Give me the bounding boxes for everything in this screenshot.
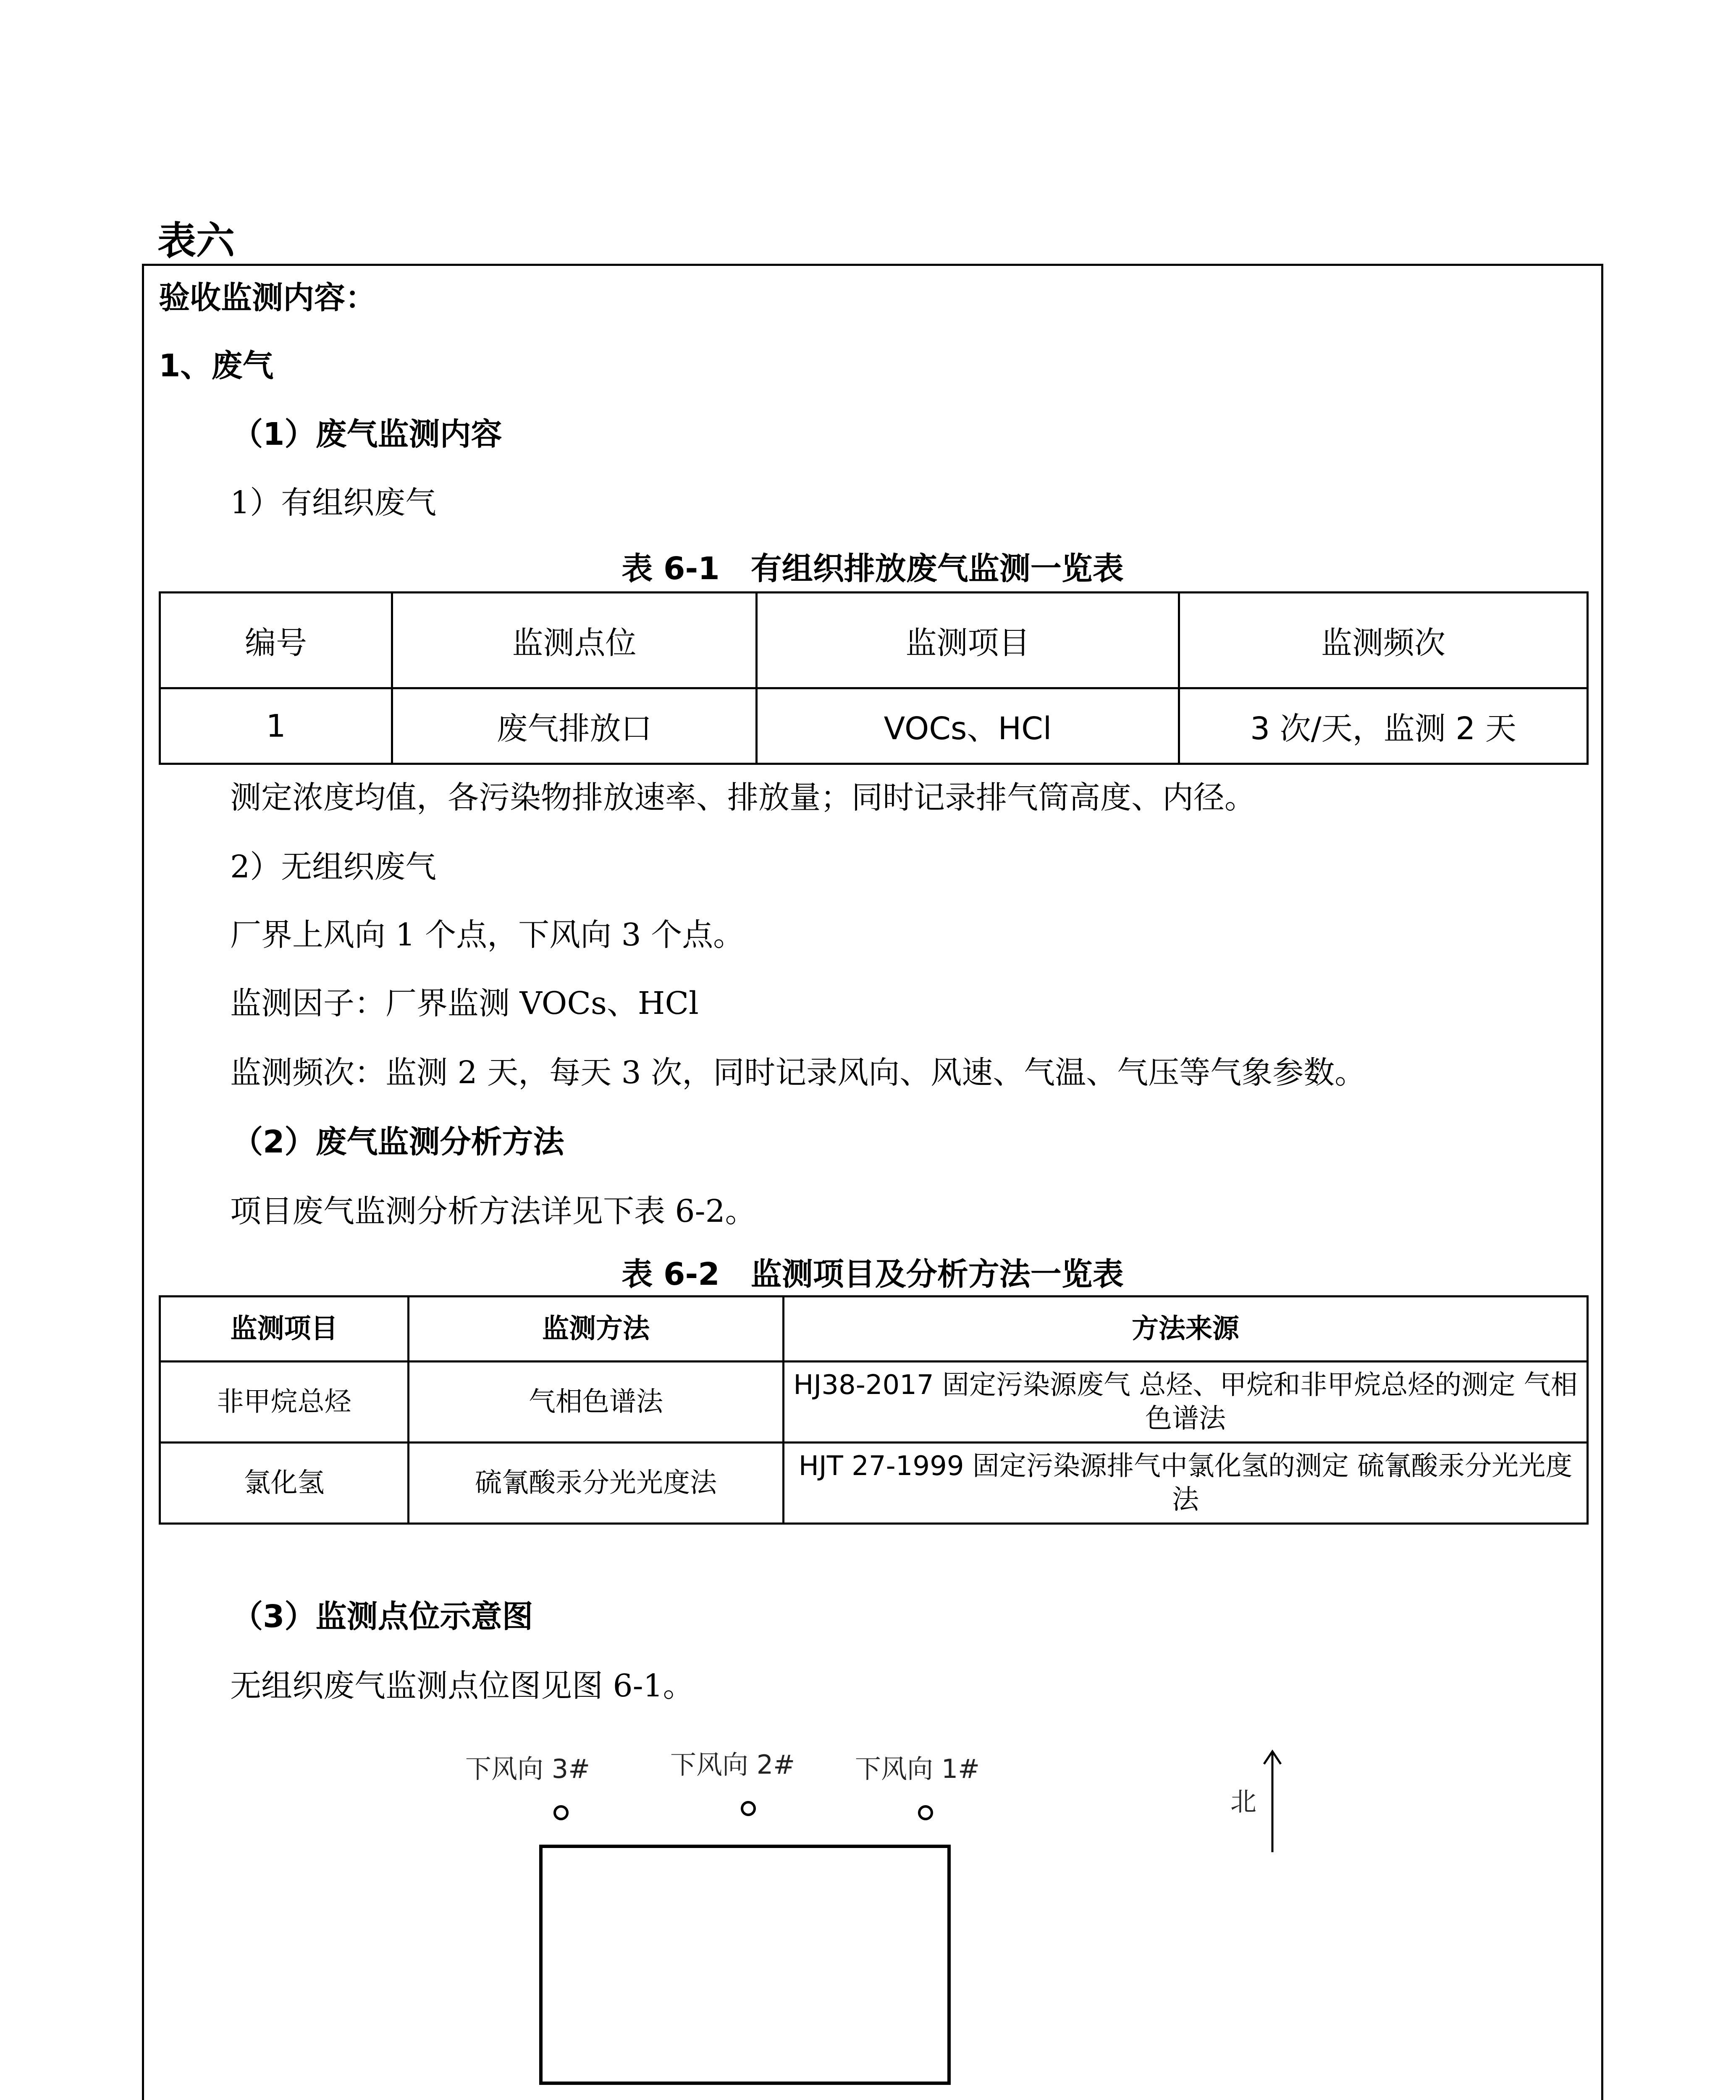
text-factors: 监测因子：厂界监测 VOCs、HCl <box>230 985 699 1021</box>
text-frequency: 监测频次：监测 2 天，每天 3 次，同时记录风向、风速、气温、气压等气象参数。 <box>230 1055 1366 1091</box>
label-north: 北 <box>1230 1786 1257 1817</box>
text-figure-ref: 无组织废气监测点位图见图 6-1。 <box>230 1668 694 1704</box>
table-row <box>160 1362 1588 1443</box>
subheading-organized-gas: 1）有组织废气 <box>230 485 437 521</box>
table-cell: 硫氰酸汞分光光度法 <box>409 1443 784 1524</box>
text-points: 厂界上风向 1 个点，下风向 3 个点。 <box>230 917 745 953</box>
subheading-monitoring-content: （1）废气监测内容 <box>232 416 502 452</box>
table1-caption: 表 6-1 有组织排放废气监测一览表 <box>621 551 1124 587</box>
table-header-cell: 监测频次 <box>1179 593 1588 688</box>
page-title: 表六 <box>157 218 235 263</box>
label-downwind-2: 下风向 2# <box>670 1749 795 1780</box>
table-header-cell: 监测项目 <box>160 1297 409 1362</box>
table-row <box>160 688 1588 764</box>
table-header-cell: 方法来源 <box>784 1297 1588 1362</box>
note-measurement: 测定浓度均值，各污染物排放速率、排放量；同时记录排气筒高度、内径。 <box>230 780 1256 816</box>
table-cell: 非甲烷总烃 <box>160 1362 409 1443</box>
table-cell: 气相色谱法 <box>409 1362 784 1443</box>
north-arrow-icon <box>1256 1747 1289 1856</box>
table-row <box>160 1443 1588 1524</box>
table-cell: HJT 27-1999 固定污染源排气中氯化氢的测定 硫氰酸汞分光光度法 <box>784 1443 1588 1524</box>
downwind-point-3-marker <box>553 1805 569 1820</box>
item-exhaust-gas: 1、废气 <box>159 348 274 384</box>
label-downwind-3: 下风向 3# <box>465 1754 590 1784</box>
table-cell: 1 <box>160 688 392 764</box>
table-header-row <box>160 593 1588 688</box>
table-header-cell: 监测点位 <box>392 593 757 688</box>
table-cell: 3 次/天，监测 2 天 <box>1179 688 1588 764</box>
table-cell: HJ38-2017 固定污染源废气 总烃、甲烷和非甲烷总烃的测定 气相色谱法 <box>784 1362 1588 1443</box>
section-heading: 验收监测内容： <box>159 280 376 316</box>
table-cell: 废气排放口 <box>392 688 757 764</box>
plant-boundary <box>539 1845 951 2085</box>
analysis-method-table <box>159 1295 1589 1525</box>
subheading-analysis-method: （2）废气监测分析方法 <box>232 1124 564 1160</box>
table-header-row <box>160 1297 1588 1362</box>
table-header-cell: 编号 <box>160 593 392 688</box>
monitoring-point-diagram <box>420 1730 1386 2100</box>
downwind-point-1-marker <box>918 1805 933 1820</box>
label-downwind-1: 下风向 1# <box>855 1754 980 1784</box>
organized-gas-table <box>159 591 1589 765</box>
table2-caption: 表 6-2 监测项目及分析方法一览表 <box>621 1256 1124 1292</box>
table-header-cell: 监测项目 <box>757 593 1179 688</box>
downwind-point-2-marker <box>741 1801 756 1816</box>
text-analysis-ref: 项目废气监测分析方法详见下表 6-2。 <box>230 1193 756 1229</box>
table-cell: VOCs、HCl <box>757 688 1179 764</box>
table-header-cell: 监测方法 <box>409 1297 784 1362</box>
table-cell: 氯化氢 <box>160 1443 409 1524</box>
subheading-unorganized-gas: 2）无组织废气 <box>230 849 437 885</box>
subheading-point-diagram: （3）监测点位示意图 <box>232 1599 533 1635</box>
